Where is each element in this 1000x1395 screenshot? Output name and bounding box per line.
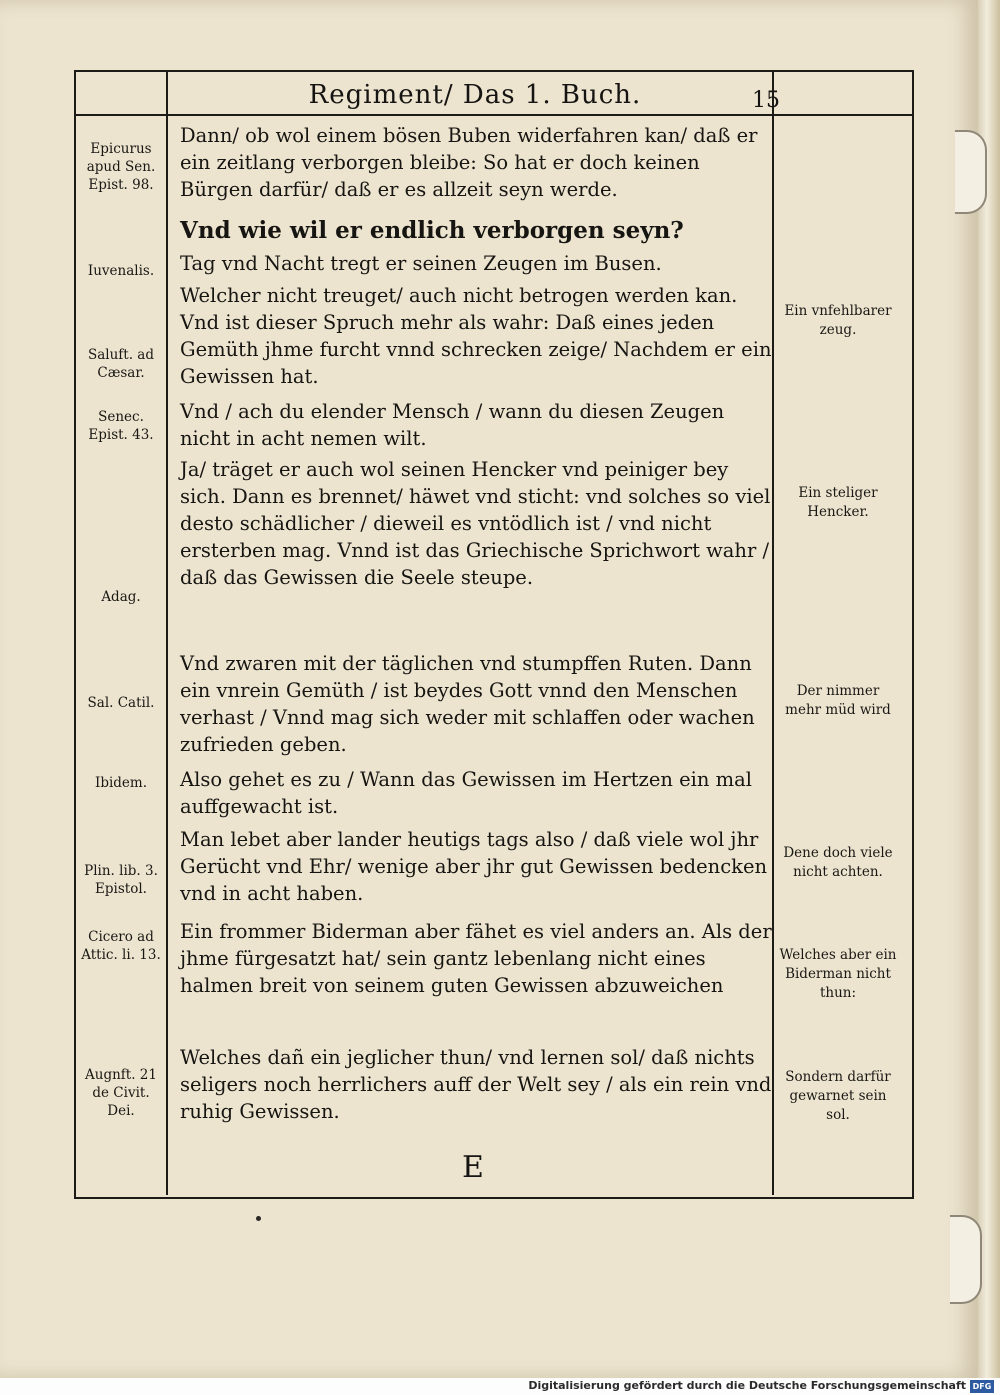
left-margin-note-8: Plin. lib. 3. Epistol. [84, 863, 158, 897]
binding-clasp-top [955, 130, 987, 214]
left-margin-note-4: Senec. Epist. 43. [88, 409, 154, 443]
left-margin-note-10: Augnft. 21 de Civit. Dei. [85, 1067, 157, 1119]
binding-clasp-bottom [950, 1215, 982, 1304]
right-column-rule [772, 70, 774, 1195]
right-margin-note-1: Ein vnfehlbarer zeug. [784, 303, 892, 338]
dfg-logo-icon: DFG [970, 1380, 994, 1393]
paragraph-5: Vnd / ach du elender Mensch / wann du diesen Zeugen nicht in acht nemen wilt. [180, 400, 725, 450]
right-margin-note-2: Ein steliger Hencker. [798, 485, 878, 520]
left-column-rule [166, 70, 168, 1195]
left-margin-note-5: Adag. [101, 589, 141, 605]
left-margin-note-1: Epicurus apud Sen. Epist. 98. [86, 141, 156, 193]
right-margin-note-4: Dene doch viele nicht achten. [783, 845, 893, 880]
paragraph-3: Tag vnd Nacht tregt er seinen Zeugen im Busen. [180, 252, 662, 275]
catchword-signature: E [462, 1150, 484, 1185]
right-margin-note-6: Sondern darfür gewarnet sein sol. [785, 1069, 891, 1123]
paragraph-2: Vnd wie wil er endlich verborgen seyn? [180, 217, 684, 244]
ink-speck [256, 1216, 261, 1221]
paragraph-9: Man lebet aber lander heutigs tags also / daß viele wol jhr Gerücht vnd Ehr/ wenige aber jhr gut Gewissen bedencken vnd in acht haben. [180, 828, 768, 905]
left-margin-note-3: Saluft. ad Cæsar. [87, 347, 154, 381]
header-rule [74, 114, 912, 116]
paragraph-11: Welches dañ ein jeglicher thun/ vnd lernen sol/ daß nichts seligers noch herrlichers auff der Welt sey / als ein rein vnd ruhig Gewissen. [180, 1046, 772, 1123]
paragraph-7: Vnd zwaren mit der täglichen vnd stumpffen Ruten. Dann ein vnrein Gemüth / ist beydes Gott vnnd den Menschen verhast / Vnnd mag sich weder mit schlaffen oder wachen zufrieden geben. [180, 652, 755, 756]
left-margin-note-7: Ibidem. [94, 775, 148, 791]
running-head: Regiment/ Das 1. Buch. [308, 80, 642, 110]
left-margin-note-2: Iuvenalis. [87, 263, 155, 279]
paragraph-6: Ja/ träget er auch wol seinen Hencker vnd peiniger bey sich. Dann es brennet/ häwet vnd sticht: vnd solches so viel desto schädlicher / dieweil es vntödlich ist / vnd nicht ersterben mag. Vnnd ist das Griechische Sprichwort wahr / daß das Gewissen die Seele steupe. [180, 458, 771, 589]
left-margin-note-9: Cicero ad Attic. li. 13. [81, 929, 161, 963]
paragraph-4: Welcher nicht treuget/ auch nicht betrogen werden kan. Vnd ist dieser Spruch mehr als wahr: Daß eines jeden Gemüth jhme furcht vnnd schrecken zeige/ Nachdem er ein Gewissen hat. [180, 284, 772, 388]
paragraph-8: Also gehet es zu / Wann das Gewissen im Hertzen ein mal auffgewacht ist. [180, 768, 753, 818]
left-margin-note-6: Sal. Catil. [87, 695, 155, 711]
right-margin-note-5: Welches aber ein Biderman nicht thun: [779, 947, 897, 1001]
footer-credit: Digitalisierung gefördert durch die Deutsche Forschungsgemeinschaft [528, 1379, 966, 1392]
paragraph-1: Dann/ ob wol einem bösen Buben widerfahren kan/ daß er ein zeitlang verborgen bleibe: So hat er doch keinen Bürgen darfür/ daß er es allzeit seyn werde. [180, 124, 758, 201]
right-margin-note-3: Der nimmer mehr müd wird [785, 683, 891, 718]
page-number: 15 [752, 88, 780, 113]
paragraph-10: Ein frommer Biderman aber fähet es viel anders an. Als der jhme fürgesatzt hat/ sein gantz lebenlang nicht eines halmen breit von seinem guten Gewissen abzuweichen [180, 920, 772, 997]
